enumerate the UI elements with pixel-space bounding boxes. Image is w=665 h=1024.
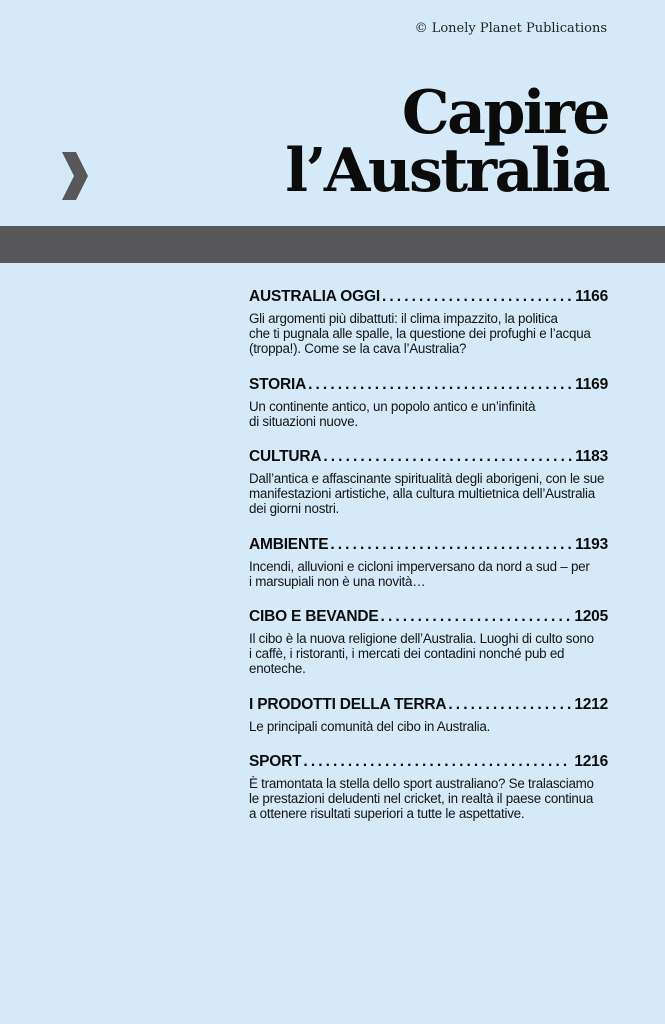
- description-line: Gli argomenti più dibattuti: il clima impazzito, la politica: [249, 311, 558, 326]
- toc-entry-description: [249, 631, 608, 677]
- toc-entry-description: [249, 471, 608, 517]
- description-line: Il cibo è la nuova religione dell’Australia. Luoghi di culto sono: [249, 631, 594, 647]
- dot-leader: [330, 535, 572, 555]
- toc-entry-page-number[interactable]: 1212: [574, 695, 608, 713]
- toc-entry-heading[interactable]: [249, 287, 608, 307]
- toc-entry-heading[interactable]: [249, 447, 608, 467]
- toc-entry-description: [249, 559, 608, 589]
- description-line: a ottenere risultati superiori a tutte le aspettative.: [249, 806, 525, 822]
- table-of-contents: [249, 287, 608, 821]
- toc-entry-heading[interactable]: [249, 375, 608, 395]
- toc-entry-page-number[interactable]: 1183: [575, 448, 608, 466]
- dot-leader: [303, 752, 571, 772]
- description-line: manifestazioni artistiche, alla cultura multietnica dell’Australia: [249, 486, 595, 502]
- toc-entry-description: [249, 311, 608, 357]
- toc-entry-title[interactable]: STORIA: [249, 375, 307, 393]
- toc-entry[interactable]: [249, 695, 608, 734]
- toc-entry-title[interactable]: AMBIENTE: [249, 535, 329, 553]
- description-line: dei giorni nostri.: [249, 501, 340, 517]
- description-line: Un continente antico, un popolo antico e un’infinità: [249, 398, 536, 414]
- toc-entry-description: [249, 399, 608, 429]
- dot-leader: [381, 607, 572, 627]
- toc-entry[interactable]: [249, 607, 608, 677]
- description-line: (troppa!). Come se la cava l’Australia?: [249, 341, 467, 357]
- section-band: [0, 226, 665, 263]
- chapter-title-line-1: Capire: [401, 78, 608, 148]
- toc-entry-heading[interactable]: [249, 535, 608, 555]
- description-line: i caffè, i ristoranti, i mercati dei contadini nonché pub ed: [249, 646, 565, 662]
- toc-entry[interactable]: [249, 752, 608, 822]
- description-line: Dall’antica e affascinante spiritualità degli aborigeni, con le sue: [249, 471, 605, 487]
- chapter-title: [285, 78, 608, 206]
- description-line: le prestazioni deludenti nel cricket, in realtà il paese continua: [249, 791, 594, 807]
- description-line: che ti pugnala alle spalle, la questione dei profughi e l’acqua: [249, 326, 591, 342]
- toc-entry-title[interactable]: CULTURA: [249, 448, 322, 466]
- description-line: Incendi, alluvioni e cicloni imperversano da nord a sud – per: [249, 558, 590, 574]
- toc-entry-title[interactable]: SPORT: [249, 752, 302, 770]
- toc-entry-page-number[interactable]: 1193: [575, 535, 608, 553]
- dot-leader: [382, 287, 572, 307]
- toc-entry-page-number[interactable]: 1166: [575, 288, 608, 305]
- toc-entry-description: [249, 776, 608, 822]
- description-line: È tramontata la stella dello sport australiano? Se tralasciamo: [249, 775, 594, 791]
- description-line: enoteche.: [249, 661, 306, 677]
- dot-leader: [448, 695, 571, 715]
- toc-entry-heading[interactable]: [249, 752, 608, 772]
- chapter-title-line-2: l’Australia: [285, 136, 608, 206]
- copyright-notice: © Lonely Planet Publications: [414, 21, 607, 36]
- toc-entry[interactable]: [249, 447, 608, 517]
- toc-entry[interactable]: [249, 287, 608, 357]
- toc-entry-title[interactable]: CIBO E BEVANDE: [249, 608, 379, 626]
- description-line: di situazioni nuove.: [249, 413, 358, 429]
- toc-entry-heading[interactable]: [249, 695, 608, 715]
- dot-leader: [323, 447, 572, 467]
- toc-entry-page-number[interactable]: 1216: [574, 752, 608, 770]
- chevron-right-icon: [60, 148, 92, 204]
- toc-entry-page-number[interactable]: 1205: [574, 608, 608, 626]
- dot-leader: [308, 375, 572, 395]
- toc-entry[interactable]: [249, 535, 608, 589]
- toc-entry-title[interactable]: AUSTRALIA OGGI: [249, 288, 380, 305]
- toc-entry-page-number[interactable]: 1169: [575, 375, 608, 393]
- toc-entry-heading[interactable]: [249, 607, 608, 627]
- description-line: Le principali comunità del cibo in Australia.: [249, 718, 491, 734]
- toc-entry-description: [249, 719, 608, 734]
- toc-entry-title[interactable]: I PRODOTTI DELLA TERRA: [249, 695, 447, 713]
- description-line: i marsupiali non è una novità…: [249, 573, 426, 589]
- toc-entry[interactable]: [249, 375, 608, 429]
